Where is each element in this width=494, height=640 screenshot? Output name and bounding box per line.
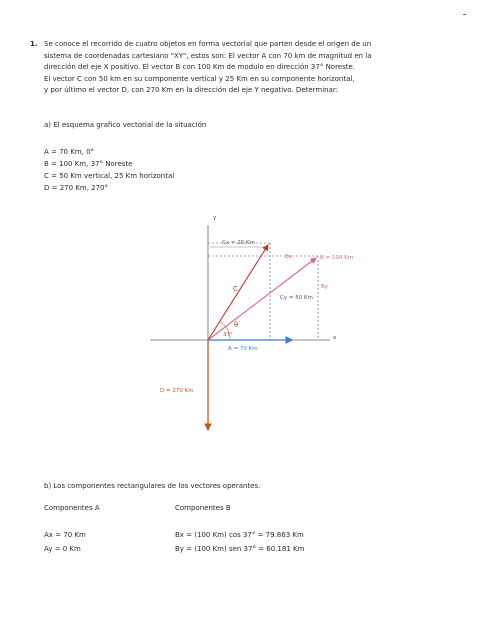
ay-value: Ay = 0 Km bbox=[44, 545, 81, 553]
statement-line: El vector C con 50 km en su componente vertical y 25 Km en su componente horizontal, bbox=[44, 74, 355, 83]
vector-d-label: D = 270 Km bbox=[160, 388, 194, 394]
by-label: By bbox=[321, 284, 329, 290]
part-a-title: a) El esquema grafico vectorial de la situación bbox=[44, 121, 207, 129]
cx-label: Cx = 25 Km bbox=[222, 240, 255, 246]
components-a-header: Componentes A bbox=[44, 504, 100, 512]
theta-arc bbox=[220, 322, 226, 327]
components-b-header: Componentes B bbox=[175, 504, 231, 512]
vector-d-spec: D = 270 Km, 270° bbox=[44, 184, 109, 192]
statement-line: y por último el vector D, con 270 Km en la dirección del eje Y negativo. Determinar: bbox=[44, 86, 339, 94]
vector-a-label: A = 70 Km bbox=[228, 346, 258, 352]
by-value: By = (100 Km) sen 37° = 60.181 Km bbox=[175, 545, 305, 553]
vector-b-spec: B = 100 Km, 37° Noreste bbox=[44, 160, 133, 168]
cy-label: Cy = 50 Km bbox=[280, 295, 313, 301]
part-b-title: b) Los componentes rectangulares de los vectores operantes. bbox=[44, 482, 261, 490]
theta-label: θ bbox=[234, 321, 239, 329]
statement-line: dirección del eje X positivo. El vector B con 100 Km de modulo en dirección 37° Noreste. bbox=[44, 63, 356, 71]
vector-b-label: B = 100 Km bbox=[320, 255, 354, 261]
vector-c-spec: C = 50 Km vertical, 25 Km horizontal bbox=[44, 172, 175, 180]
problem-number: 1. bbox=[30, 40, 38, 48]
vector-a-spec: A = 70 Km, 0° bbox=[44, 148, 95, 156]
statement-line: Se conoce el recorrido de cuatro objetos en forma vectorial que parten desde el origen de un bbox=[44, 40, 372, 48]
bx-label: Bx bbox=[285, 254, 293, 260]
vector-c-label: C bbox=[233, 285, 238, 293]
x-axis-label: x bbox=[333, 335, 337, 341]
ax-value: Ax = 70 Km bbox=[44, 531, 86, 539]
bx-value: Bx = (100 Km) cos 37° = 79.863 Km bbox=[175, 531, 304, 539]
angle-37-label: 37° bbox=[223, 332, 233, 338]
y-axis-label: y bbox=[213, 215, 217, 221]
statement-line: sistema de coordenadas cartesiano "XY", estos son: El vector A con 70 km de magnitud en la bbox=[44, 51, 372, 60]
